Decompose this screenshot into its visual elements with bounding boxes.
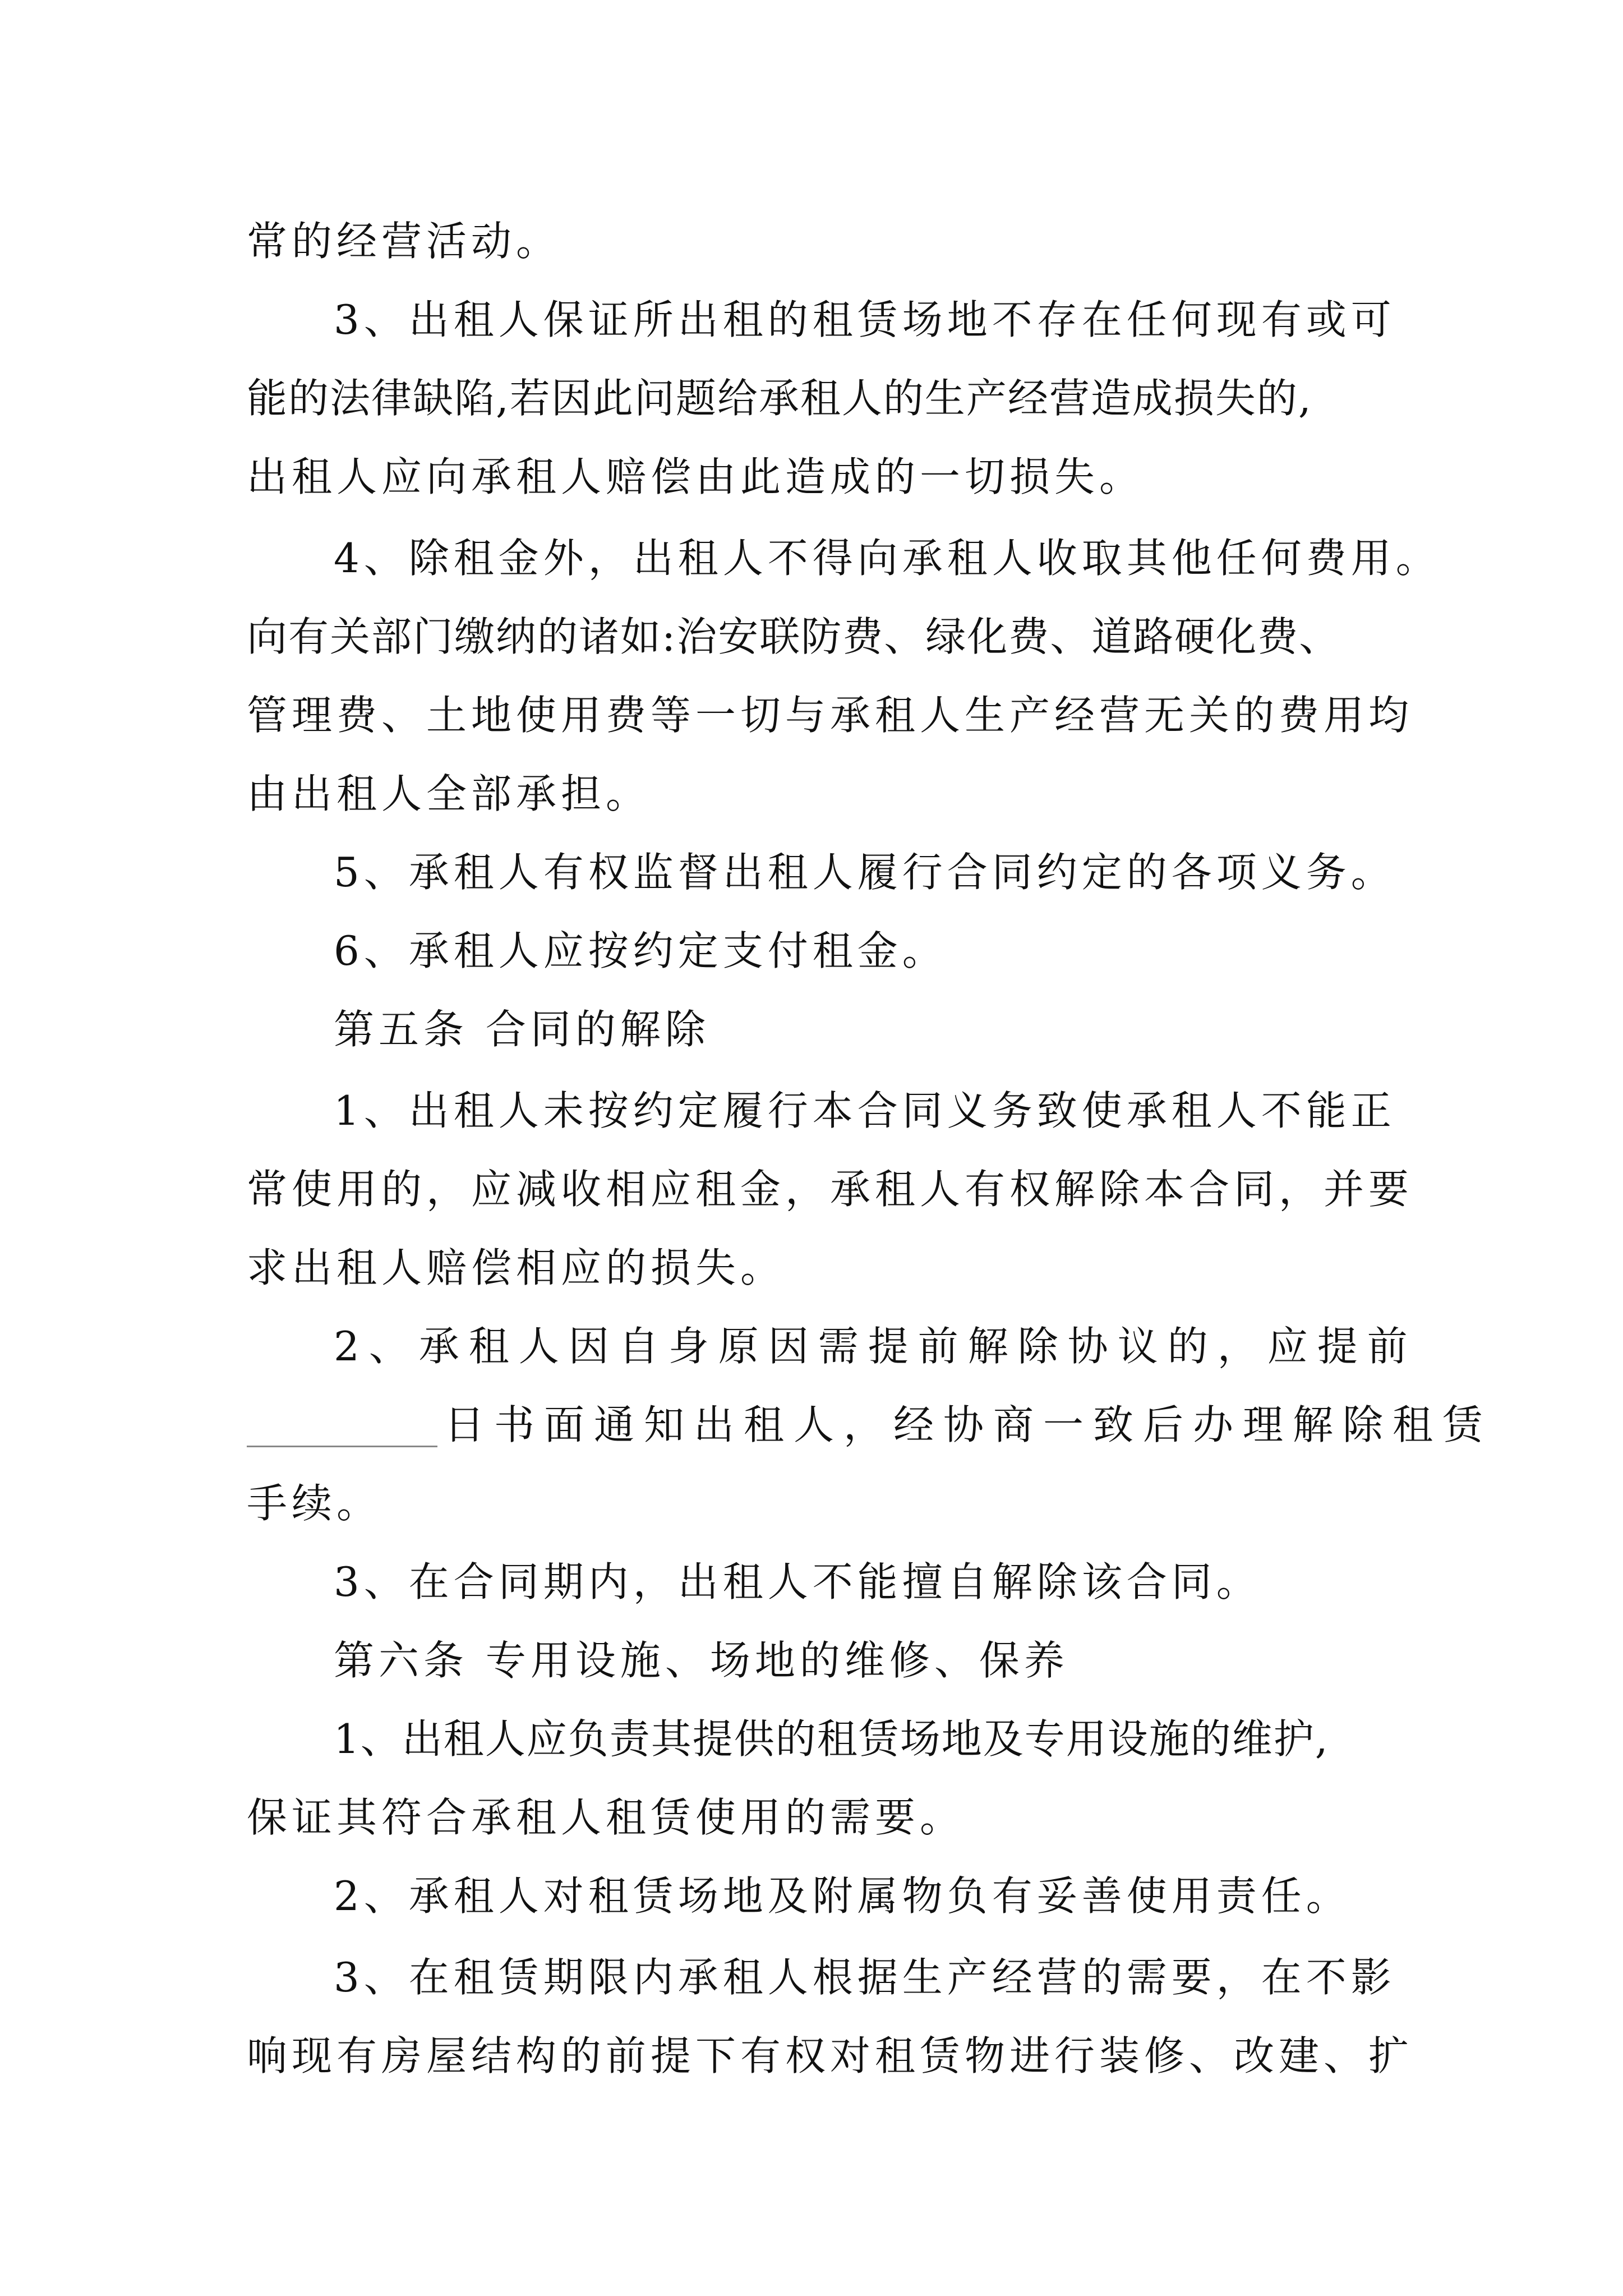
text-line: 由出租人全部承担。 [247,770,651,817]
section-heading: 第五条 合同的解除 [334,1006,710,1053]
fill-in-blank[interactable] [247,1443,437,1447]
text-line: 能的法律缺陷,若因此问题给承租人的生产经营造成损失的, [247,375,1312,422]
text-line: 求出租人赔偿相应的损失。 [247,1244,786,1291]
text-line: 常使用的，应减收相应租金，承租人有权解除本合同，并要 [247,1166,1414,1213]
text-line: 5、承租人有权监督出租人履行合同约定的各项义务。 [334,849,1396,896]
text-line: 日书面通知出租人，经协商一致后办理解除租赁 [444,1401,1493,1448]
text-line: 保证其符合承租人租赁使用的需要。 [247,1794,965,1841]
text-line-with-blank [247,1391,1493,1458]
section-heading: 第六条 专用设施、场地的维修、保养 [334,1637,1069,1684]
text-line: 6、承租人应按约定支付租金。 [334,927,947,974]
text-line: 1、出租人未按约定履行本合同义务致使承租人不能正 [334,1087,1396,1134]
text-line: 3、在租赁期限内承租人根据生产经营的需要，在不影 [334,1954,1396,2001]
text-line: 2、承租人因自身原因需提前解除协议的，应提前 [334,1323,1417,1370]
text-line: 3、出租人保证所出租的租赁场地不存在任何现有或可 [334,296,1396,343]
text-line: 管理费、土地使用费等一切与承租人生产经营无关的费用均 [247,692,1414,739]
text-line: 常的经营活动。 [247,218,561,265]
text-line: 2、承租人对租赁场地及附属物负有妥善使用责任。 [334,1872,1351,1920]
text-line: 向有关部门缴纳的诸如:治安联防费、绿化费、道路硬化费、 [247,613,1341,660]
text-line: 3、在合同期内，出租人不能擅自解除该合同。 [334,1558,1261,1605]
text-line: 手续。 [247,1480,382,1527]
text-line: 出租人应向承租人赔偿由此造成的一切损失。 [247,453,1145,500]
text-line: 响现有房屋结构的前提下有权对租赁物进行装修、改建、扩 [247,2032,1414,2079]
text-line: 1、出租人应负责其提供的租赁场地及专用设施的维护, [334,1715,1329,1763]
text-line: 4、除租金外，出租人不得向承租人收取其他任何费用。 [334,535,1441,582]
